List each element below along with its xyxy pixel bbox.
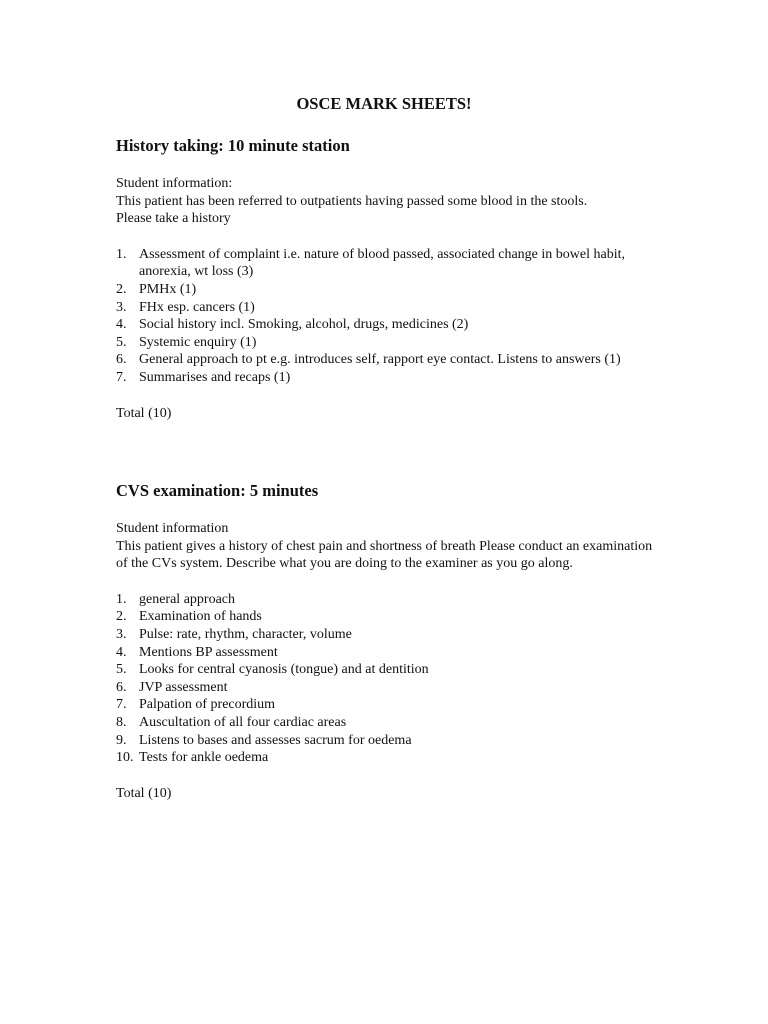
list-item xyxy=(116,334,656,352)
list-item xyxy=(116,732,656,750)
item-number: 7. xyxy=(116,369,127,385)
item-text: Palpation of precordium xyxy=(139,697,276,713)
item-text: Looks for central cyanosis (tongue) and at dentition xyxy=(139,662,429,678)
item-number: 3. xyxy=(116,299,127,315)
item-text: PMHx (1) xyxy=(139,281,197,297)
list-item xyxy=(116,281,656,299)
item-text: Examination of hands xyxy=(139,609,262,625)
item-number: 6. xyxy=(116,679,127,695)
item-text: General approach to pt e.g. introduces self, rapport eye contact. Listens to answers (1) xyxy=(139,352,621,368)
item-number: 5. xyxy=(116,334,127,350)
list-item xyxy=(116,626,656,644)
marking-list xyxy=(116,246,656,387)
item-text: general approach xyxy=(139,591,235,607)
student-info-line: Please take a history xyxy=(116,211,231,227)
item-number: 4. xyxy=(116,317,127,333)
list-item xyxy=(116,696,656,714)
item-number: 5. xyxy=(116,662,127,678)
item-text: Social history incl. Smoking, alcohol, drugs, medicines (2) xyxy=(139,317,469,333)
list-item xyxy=(116,661,656,679)
item-number: 6. xyxy=(116,352,127,368)
student-info-line: This patient has been referred to outpatients having passed some blood in the stools. xyxy=(116,193,588,209)
item-number: 2. xyxy=(116,609,127,625)
section-history-taking xyxy=(116,135,656,422)
item-text: Tests for ankle oedema xyxy=(139,750,269,766)
item-text: Auscultation of all four cardiac areas xyxy=(139,714,347,730)
item-text: FHx esp. cancers (1) xyxy=(139,299,255,315)
list-item xyxy=(116,608,656,626)
list-item xyxy=(116,369,656,387)
list-item xyxy=(116,246,656,281)
list-item xyxy=(116,299,656,317)
list-item xyxy=(116,316,656,334)
item-text: Summarises and recaps (1) xyxy=(139,369,291,385)
item-number: 1. xyxy=(116,246,127,262)
item-number: 3. xyxy=(116,626,127,642)
item-number: 9. xyxy=(116,732,127,748)
item-number: 1. xyxy=(116,591,127,607)
list-item xyxy=(116,679,656,697)
student-info-line: This patient gives a history of chest pain and shortness of breath Please conduct an examination of the CVs system. Describe what you are doing to the examiner as you go along. xyxy=(116,538,653,572)
item-number: 2. xyxy=(116,281,127,297)
item-number: 7. xyxy=(116,697,127,713)
section-heading: History taking: 10 minute station xyxy=(116,136,350,155)
section-cvs-examination xyxy=(116,480,656,802)
marking-list xyxy=(116,591,656,767)
list-item xyxy=(116,591,656,609)
list-item xyxy=(116,749,656,767)
list-item xyxy=(116,351,656,369)
document-title: OSCE MARK SHEETS! xyxy=(296,94,472,113)
item-number: 10. xyxy=(116,750,134,766)
item-text: Mentions BP assessment xyxy=(139,644,278,660)
item-text: Pulse: rate, rhythm, character, volume xyxy=(139,626,352,642)
total-score: Total (10) xyxy=(116,405,172,421)
item-text: Listens to bases and assesses sacrum for oedema xyxy=(139,732,412,748)
student-info-label: Student information: xyxy=(116,176,233,191)
item-number: 4. xyxy=(116,644,127,660)
student-info-label: Student information xyxy=(116,521,229,536)
list-item xyxy=(116,714,656,732)
item-text: Assessment of complaint i.e. nature of blood passed, associated change in bowel habit, anorexia, wt loss (3) xyxy=(139,246,625,280)
item-text: JVP assessment xyxy=(139,679,228,695)
section-heading: CVS examination: 5 minutes xyxy=(116,481,319,500)
item-text: Systemic enquiry (1) xyxy=(139,334,257,350)
item-number: 8. xyxy=(116,714,127,730)
list-item xyxy=(116,644,656,662)
total-score: Total (10) xyxy=(116,785,172,801)
